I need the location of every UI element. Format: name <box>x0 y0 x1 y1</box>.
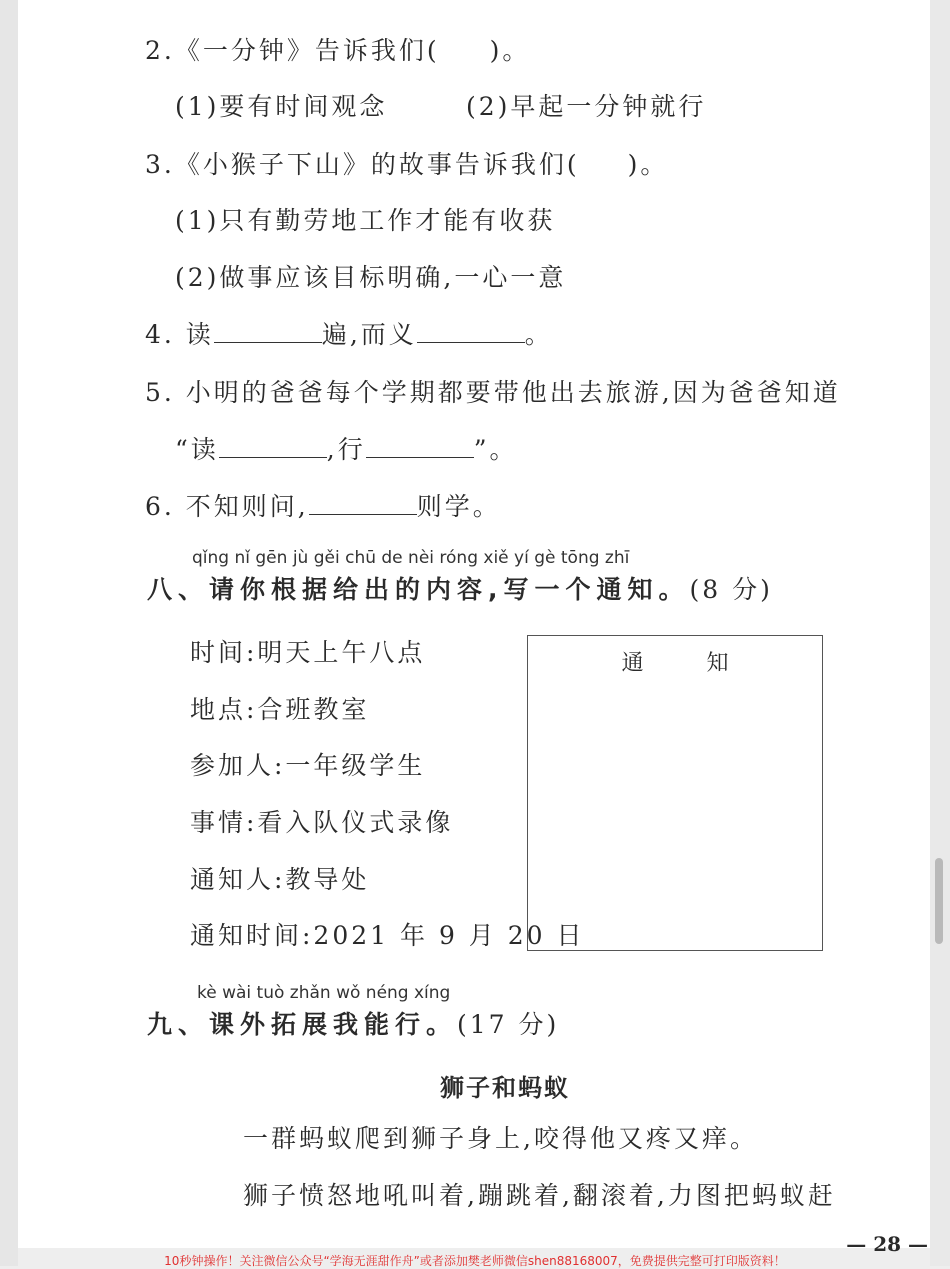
question-6-text-b: 则学。 <box>416 492 501 521</box>
question-5: 5. 小明的爸爸每个学期都要带他出去旅游,因为爸爸知道 <box>145 378 841 407</box>
story-paragraph-1: 一群蚂蚁爬到狮子身上,咬得他又疼又痒。 <box>243 1124 758 1153</box>
question-6-text-a: 6. 不知则问, <box>145 492 309 521</box>
question-5-blank-1[interactable] <box>219 439 327 458</box>
question-4-text-a: 4. 读 <box>145 320 214 349</box>
question-5-text-c: ”。 <box>473 435 518 464</box>
notice-info-event: 事情:看入队仪式录像 <box>190 808 454 837</box>
footer-promo-note: 10秒钟操作！关注微信公众号“学海无涯甜作舟”或者添加樊老师微信shen88168007，免费提供完整可打印版资料！ <box>164 1254 786 1268</box>
section-8-title: 八、请你根据给出的内容,写一个通知。 <box>147 575 690 604</box>
section-8-heading <box>147 577 773 602</box>
question-5-fill <box>175 437 518 462</box>
section-8-score: (8 分) <box>689 575 773 604</box>
question-2-text: 2.《一分钟》告诉我们( <box>145 36 440 65</box>
question-4-text-b: 遍,而义 <box>321 320 417 349</box>
question-3-end: )。 <box>627 150 669 179</box>
notice-box-title: 通 知 <box>621 651 757 676</box>
question-5-blank-2[interactable] <box>366 439 474 458</box>
question-3-option-1: (1)只有勤劳地工作才能有收获 <box>175 206 556 235</box>
question-3-text: 3.《小猴子下山》的故事告诉我们( <box>145 150 580 179</box>
question-6 <box>145 494 501 519</box>
question-5-text-b: ,行 <box>326 435 366 464</box>
notice-info-place: 地点:合班教室 <box>190 695 370 724</box>
scrollbar-thumb[interactable] <box>935 858 943 944</box>
section-8-pinyin: qǐng nǐ gēn jù gěi chū de nèi róng xiě yí gè tōng zhī <box>192 548 630 568</box>
question-3 <box>145 152 668 177</box>
worksheet-page <box>18 0 930 1248</box>
question-2-end: )。 <box>489 36 531 65</box>
notice-info-time: 时间:明天上午八点 <box>190 638 426 667</box>
question-2-option-2: (2)早起一分钟就行 <box>466 92 707 121</box>
section-9-score: (17 分) <box>457 1010 560 1039</box>
question-2-option-1: (1)要有时间观念 <box>175 92 388 121</box>
story-paragraph-2: 狮子愤怒地吼叫着,蹦跳着,翻滚着,力图把蚂蚁赶 <box>243 1181 836 1210</box>
notice-info-participants: 参加人:一年级学生 <box>190 751 426 780</box>
story-title: 狮子和蚂蚁 <box>440 1074 570 1102</box>
section-9-pinyin: kè wài tuò zhǎn wǒ néng xíng <box>197 983 451 1003</box>
question-3-option-2: (2)做事应该目标明确,一心一意 <box>175 263 567 292</box>
page-number: — 28 — <box>846 1232 928 1256</box>
scrollbar-track[interactable] <box>930 0 950 1266</box>
notice-info-date: 通知时间:2021 年 9 月 20 日 <box>190 921 585 950</box>
question-4-text-c: 。 <box>524 320 553 349</box>
notice-writing-box[interactable] <box>527 635 823 951</box>
question-5-text-a: “读 <box>175 435 219 464</box>
question-2 <box>145 38 530 63</box>
question-4 <box>145 322 553 347</box>
notice-info-notifier: 通知人:教导处 <box>190 865 370 894</box>
section-9-heading <box>147 1012 559 1037</box>
section-9-title: 九、课外拓展我能行。 <box>147 1010 458 1039</box>
question-6-blank[interactable] <box>309 496 417 515</box>
question-4-blank-2[interactable] <box>417 324 525 343</box>
page-left-edge <box>0 0 18 1266</box>
question-4-blank-1[interactable] <box>214 324 322 343</box>
